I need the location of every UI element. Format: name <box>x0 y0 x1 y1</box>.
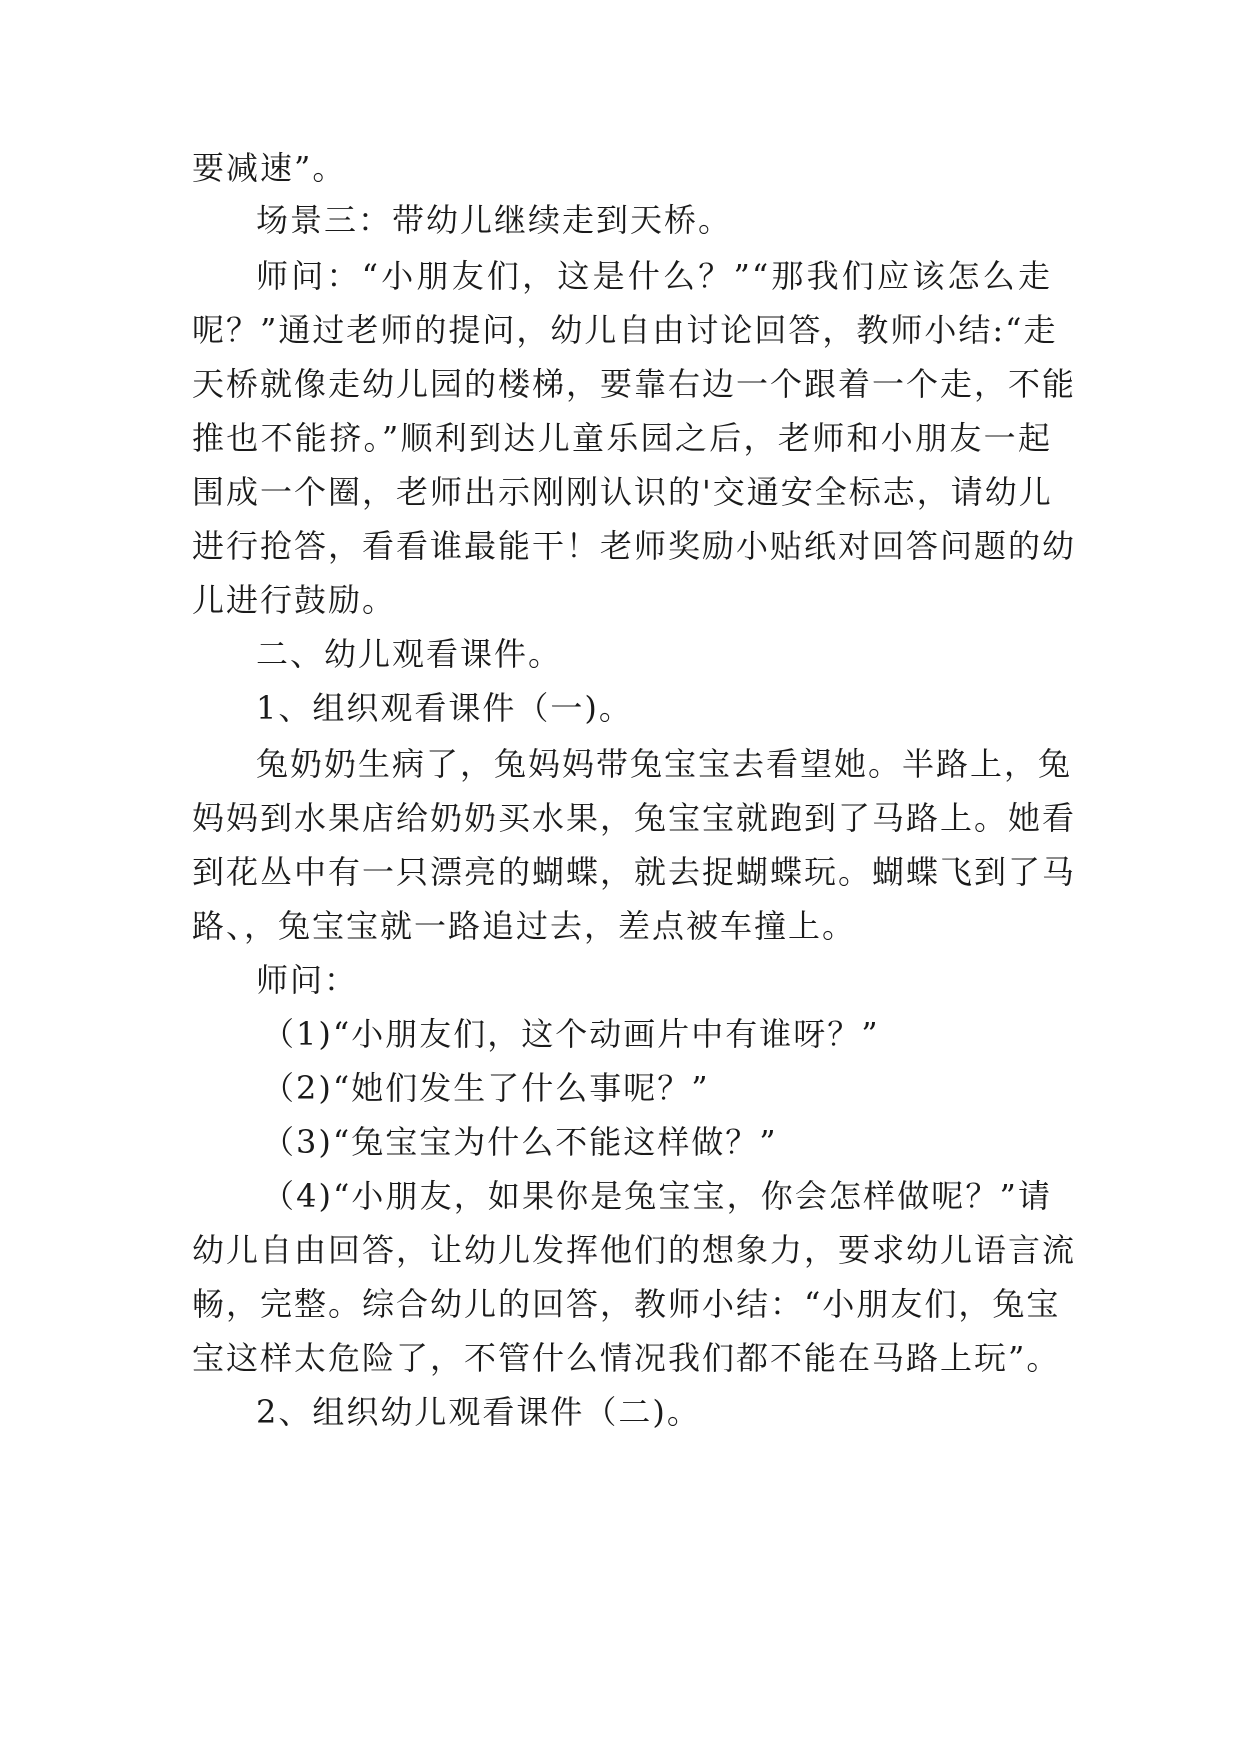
question-item: （2)“她们发生了什么事呢？” <box>262 1069 710 1107</box>
subsection-heading: 2、组织幼儿观看课件（二)。 <box>256 1393 701 1431</box>
subsection-heading: 1、组织观看课件（一)。 <box>256 689 633 727</box>
text-line <box>192 798 1077 838</box>
text-line-content: 呢？”通过老师的提问，幼儿自由讨论回答，教师小结:“走 <box>192 311 1058 349</box>
text-line-content: （4)“小朋友，如果你是兔宝宝，你会怎样做呢？”请 <box>262 1177 1052 1215</box>
text-line-content: 天桥就像走幼儿园的楼梯，要靠右边一个跟着一个走，不能 <box>192 365 1077 403</box>
text-line: 宝这样太危险了，不管什么情况我们都不能在马路上玩”。 <box>192 1339 1061 1377</box>
text-line <box>192 852 1077 892</box>
text-line-content: 到花丛中有一只漂亮的蝴蝶，就去捉蝴蝶玩。蝴蝶飞到了马 <box>192 853 1077 891</box>
text-line: 要减速”。 <box>192 149 347 187</box>
text-line-content: 师问：“小朋友们，这是什么？”“那我们应该怎么走 <box>256 257 1052 295</box>
text-line: 路、，兔宝宝就一路追过去，差点被车撞上。 <box>192 907 857 945</box>
text-line <box>256 744 1073 784</box>
text-line <box>192 1230 1077 1270</box>
section-heading: 二、幼儿观看课件。 <box>256 635 563 673</box>
text-line: 儿进行鼓励。 <box>192 581 397 619</box>
text-line-content: 进行抢答，看看谁最能干！老师奖励小贴纸对回答问题的幼 <box>192 527 1077 565</box>
text-line-content: 推也不能挤。”顺利到达儿童乐园之后，老师和小朋友一起 <box>192 419 1052 457</box>
text-line <box>192 364 1077 404</box>
text-line-content: 围成一个圈，老师出示刚刚认识的'交通安全标志，请幼儿 <box>192 473 1053 511</box>
text-line: 师问： <box>256 961 359 999</box>
text-line <box>192 472 1052 512</box>
question-item: （1)“小朋友们，这个动画片中有谁呀？” <box>262 1015 880 1053</box>
text-line <box>192 526 1077 566</box>
text-line <box>256 256 1052 296</box>
text-line-content: 兔奶奶生病了，兔妈妈带兔宝宝去看望她。半路上，兔 <box>256 745 1073 783</box>
question-item <box>262 1176 1052 1216</box>
text-line-content: 畅，完整。综合幼儿的回答，教师小结：“小朋友们，兔宝 <box>192 1285 1061 1323</box>
text-line: 场景三：带幼儿继续走到天桥。 <box>256 201 733 239</box>
text-line-content: 妈妈到水果店给奶奶买水果，兔宝宝就跑到了马路上。她看 <box>192 799 1077 837</box>
text-line <box>192 1284 1061 1324</box>
text-line <box>192 310 1058 350</box>
text-line-content: 幼儿自由回答，让幼儿发挥他们的想象力，要求幼儿语言流 <box>192 1231 1077 1269</box>
text-line <box>192 418 1052 458</box>
question-item: （3)“兔宝宝为什么不能这样做？” <box>262 1123 778 1161</box>
